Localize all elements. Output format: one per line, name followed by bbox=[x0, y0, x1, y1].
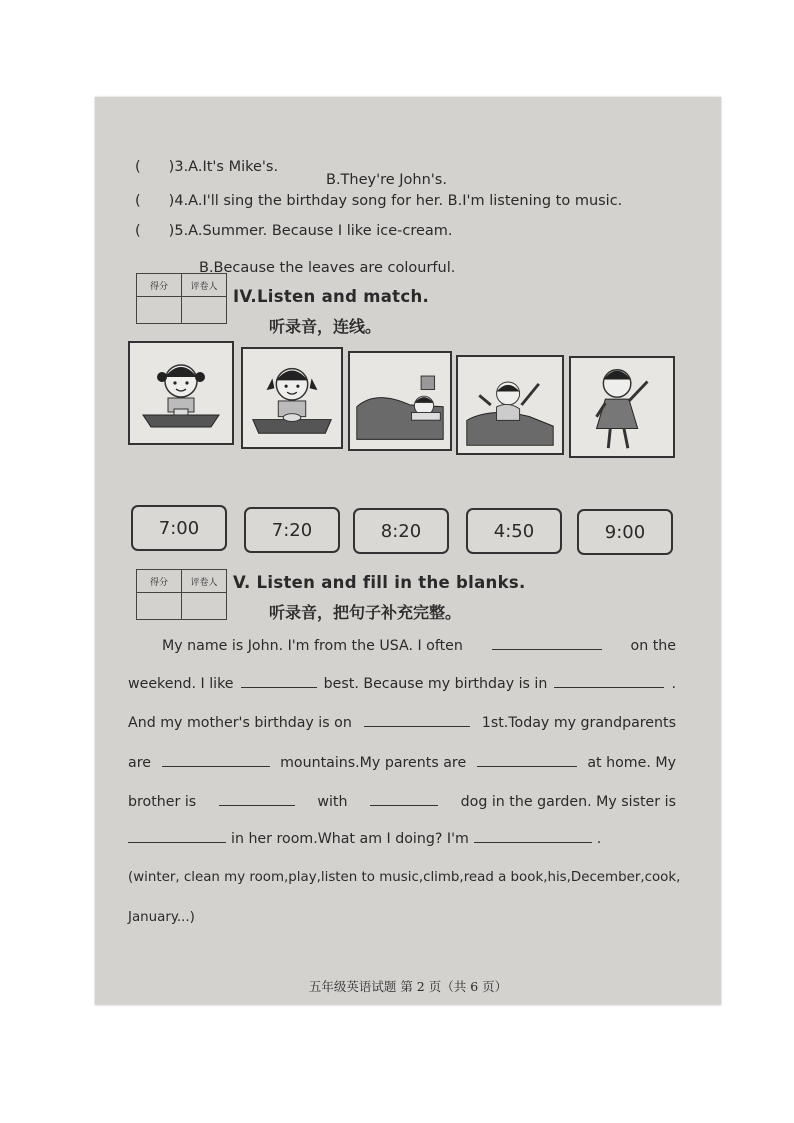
blank-4[interactable] bbox=[364, 712, 470, 727]
passage-line-1 bbox=[128, 635, 676, 654]
blank-10[interactable] bbox=[474, 828, 592, 843]
passage-text: . bbox=[596, 831, 602, 847]
passage-text: My name is John. I'm from the USA. I often bbox=[162, 638, 463, 654]
passage-text: And my mother's birthday is on bbox=[128, 715, 352, 731]
passage-text: weekend. I like bbox=[128, 676, 234, 692]
passage-text: mountains.My parents are bbox=[280, 755, 467, 771]
passage-text: are bbox=[128, 755, 151, 771]
picture-girl-eating-noodles[interactable] bbox=[241, 347, 343, 449]
answer-paren-close: ) bbox=[168, 159, 175, 175]
passage-text: . bbox=[671, 676, 676, 692]
time-box-4-50[interactable]: 4:50 bbox=[466, 508, 562, 554]
passage-line-6 bbox=[128, 828, 676, 847]
time-box-7-20[interactable]: 7:20 bbox=[244, 507, 340, 553]
time-box-9-00[interactable]: 9:00 bbox=[577, 509, 673, 555]
girl-waking-up-illustration bbox=[458, 357, 562, 453]
answer-paren-close: ) bbox=[168, 223, 175, 239]
answer-paren-open: ( bbox=[135, 223, 141, 239]
blank-9[interactable] bbox=[128, 828, 226, 843]
score-label: 得分 bbox=[137, 274, 182, 297]
passage-line-2 bbox=[128, 673, 676, 692]
blank-6[interactable] bbox=[477, 752, 577, 767]
picture-girl-waking-up[interactable] bbox=[456, 355, 564, 455]
grader-label: 评卷人 bbox=[182, 274, 227, 297]
blank-3[interactable] bbox=[554, 673, 664, 688]
grader-cell[interactable] bbox=[182, 297, 227, 324]
grader-label: 评卷人 bbox=[182, 570, 227, 593]
options: 4.A.I'll sing the birthday song for her. B.I'm listening to music. bbox=[174, 193, 623, 209]
score-label: 得分 bbox=[137, 570, 182, 593]
girl-eating-at-desk-illustration bbox=[130, 343, 232, 443]
passage-line-3 bbox=[128, 712, 676, 731]
answer-paren-open: ( bbox=[135, 193, 141, 209]
question-5 bbox=[135, 223, 453, 239]
passage-line-5 bbox=[128, 791, 676, 810]
passage-text: 1st.Today my grandparents bbox=[481, 715, 676, 731]
section-5-subtitle: 听录音，把句子补充完整。 bbox=[269, 603, 462, 622]
blank-1[interactable] bbox=[492, 635, 602, 650]
picture-girl-waving[interactable] bbox=[569, 356, 675, 458]
question-4 bbox=[135, 193, 622, 209]
girl-waving-illustration bbox=[571, 358, 673, 456]
girl-eating-noodles-illustration bbox=[243, 349, 341, 447]
passage-text: at home. My bbox=[587, 755, 676, 771]
picture-girl-in-bed[interactable] bbox=[348, 351, 452, 451]
passage-text: brother is bbox=[128, 794, 197, 810]
picture-girl-eating-at-desk[interactable] bbox=[128, 341, 234, 445]
blank-2[interactable] bbox=[241, 673, 317, 688]
blank-7[interactable] bbox=[219, 791, 295, 806]
passage-line-4 bbox=[128, 752, 676, 771]
word-bank-line-2: January...) bbox=[128, 910, 195, 925]
question-3-option-b: B.They're John's. bbox=[326, 172, 447, 188]
exam-page bbox=[95, 97, 721, 1005]
word-bank-line-1: (winter, clean my room,play,listen to music,climb,read a book,his,December,cook, bbox=[128, 870, 681, 885]
passage-text: in her room.What am I doing? I'm bbox=[231, 831, 469, 847]
passage-text: dog in the garden. My sister is bbox=[460, 794, 676, 810]
section-5-title: V. Listen and fill in the blanks. bbox=[233, 573, 526, 592]
question-5-option-b: B.Because the leaves are colourful. bbox=[199, 260, 456, 276]
passage-text: on the bbox=[630, 638, 676, 654]
score-cell[interactable] bbox=[137, 593, 182, 620]
answer-paren-open: ( bbox=[135, 159, 141, 175]
grader-cell[interactable] bbox=[182, 593, 227, 620]
section-4-subtitle: 听录音，连线。 bbox=[269, 317, 382, 336]
passage-text: with bbox=[317, 794, 348, 810]
girl-in-bed-illustration bbox=[350, 353, 450, 449]
passage-text: best. Because my birthday is in bbox=[323, 676, 548, 692]
option-a: 5.A.Summer. Because I like ice-cream. bbox=[174, 223, 453, 239]
option-a: 3.A.It's Mike's. bbox=[174, 159, 279, 175]
answer-paren-close: ) bbox=[168, 193, 175, 209]
score-box-section-5 bbox=[136, 569, 227, 620]
score-box-section-4 bbox=[136, 273, 227, 324]
time-box-7-00[interactable]: 7:00 bbox=[131, 505, 227, 551]
time-box-8-20[interactable]: 8:20 bbox=[353, 508, 449, 554]
section-4-title: IV.Listen and match. bbox=[233, 287, 430, 306]
page-footer: 五年级英语试题 第 2 页（共 6 页） bbox=[308, 979, 508, 994]
blank-5[interactable] bbox=[162, 752, 270, 767]
blank-8[interactable] bbox=[370, 791, 438, 806]
score-cell[interactable] bbox=[137, 297, 182, 324]
question-3 bbox=[135, 159, 278, 175]
